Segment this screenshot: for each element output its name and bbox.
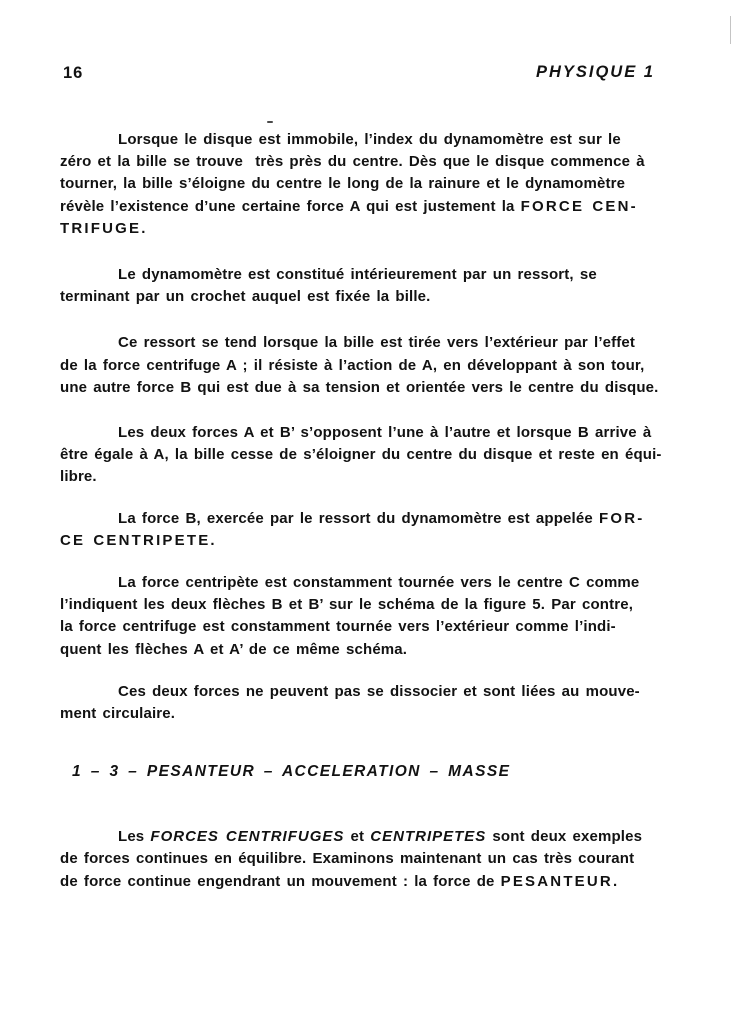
- text-line: [60, 264, 700, 286]
- text-line: [60, 218, 700, 240]
- text-segment: une autre force B qui est due à sa tension et orientée vers le centre du disque.: [60, 378, 659, 396]
- text-line: [60, 286, 700, 308]
- paragraph-3: [60, 332, 700, 399]
- text-line: [60, 508, 700, 530]
- text-segment: Les: [118, 828, 151, 846]
- text-segment: de la force centrifuge A ; il résiste à l’action de A, en développant à son tour,: [60, 356, 645, 374]
- text-segment: terminant par un crochet auquel est fixée la bille.: [60, 288, 431, 306]
- text-segment: zéro et la bille se trouve très près du centre. Dès que le disque commence à: [60, 153, 645, 171]
- text-line: [60, 871, 700, 893]
- text-segment: La force centripète est constamment tournée vers le centre C comme: [118, 574, 640, 592]
- text-line: [60, 848, 700, 870]
- scan-speck-artifact: [267, 121, 273, 123]
- text-line: [60, 332, 700, 354]
- running-title: PHYSIQUE 1: [535, 63, 655, 81]
- paragraph-1: [60, 129, 700, 240]
- paragraph-5: [60, 508, 700, 552]
- emphasis-caps: CE CENTRIPETE.: [60, 531, 217, 549]
- emphasis-italic-caps: FORCES CENTRIFUGES: [150, 828, 345, 846]
- text-line: [60, 826, 700, 848]
- text-line: [60, 355, 700, 377]
- text-segment: Le dynamomètre est constitué intérieurement par un ressort, se: [118, 266, 597, 284]
- text-segment: Ces deux forces ne peuvent pas se dissocier et sont liées au mouve-: [118, 682, 640, 700]
- emphasis-caps: FOR-: [598, 509, 645, 527]
- text-line: [60, 173, 700, 195]
- text-segment: ment circulaire.: [60, 705, 176, 723]
- text-line: [60, 466, 700, 488]
- text-segment: Lorsque le disque est immobile, l’index du dynamomètre est sur le: [118, 131, 621, 148]
- text-line: [60, 616, 700, 638]
- page-number: 16: [63, 64, 84, 82]
- text-line: [60, 703, 700, 725]
- text-line: [60, 151, 700, 173]
- scan-edge-line-artifact: [730, 16, 731, 44]
- paragraph-2: [60, 264, 700, 308]
- text-line: [60, 444, 700, 466]
- text-line: [60, 422, 700, 444]
- text-segment: la force centrifuge est constamment tournée vers l’extérieur comme l’indi-: [60, 618, 616, 636]
- paragraph-6: [60, 572, 700, 661]
- emphasis-caps: PESANTEUR.: [500, 872, 620, 890]
- text-segment: libre.: [60, 468, 97, 486]
- text-segment: La force B, exercée par le ressort du dynamomètre est appelée: [118, 509, 599, 527]
- paragraph-7: [60, 681, 700, 725]
- document-body: [60, 129, 700, 893]
- text-line: [60, 572, 700, 594]
- text-segment: de force continue engendrant un mouvement : la force de: [60, 872, 501, 890]
- emphasis-caps: FORCE CEN-: [520, 197, 638, 215]
- text-line: [60, 594, 700, 616]
- text-line: [60, 196, 700, 218]
- text-line: [60, 530, 700, 552]
- text-segment: l’indiquent les deux flèches B et B’ sur le schéma de la figure 5. Par contre,: [60, 596, 634, 614]
- paragraph-4: [60, 422, 700, 489]
- text-line: [60, 639, 700, 661]
- section-heading: [60, 760, 700, 783]
- emphasis-caps: TRIFUGE.: [60, 219, 148, 237]
- text-segment: de forces continues en équilibre. Examinons maintenant un cas très courant: [60, 850, 635, 868]
- text-segment: être égale à A, la bille cesse de s’éloigner du centre du disque et reste en équi-: [60, 446, 662, 464]
- text-line: [60, 129, 700, 151]
- emphasis-italic-caps: CENTRIPETES: [370, 828, 487, 846]
- paragraph-8: [60, 826, 700, 893]
- text-segment: 1 – 3 – PESANTEUR – ACCELERATION – MASSE: [72, 763, 511, 781]
- text-segment: et: [344, 828, 371, 846]
- text-segment: quent les flèches A et A’ de ce même schéma.: [60, 640, 408, 658]
- text-segment: Les deux forces A et B’ s’opposent l’une à l’autre et lorsque B arrive à: [118, 424, 652, 442]
- text-line: [72, 760, 700, 783]
- text-line: [60, 377, 700, 399]
- text-line: [60, 681, 700, 703]
- text-segment: Ce ressort se tend lorsque la bille est tirée vers l’extérieur par l’effet: [118, 334, 636, 352]
- text-segment: révèle l’existence d’une certaine force A qui est justement la: [60, 197, 521, 215]
- text-segment: sont deux exemples: [486, 828, 643, 846]
- text-segment: tourner, la bille s’éloigne du centre le long de la rainure et le dynamomètre: [60, 175, 626, 193]
